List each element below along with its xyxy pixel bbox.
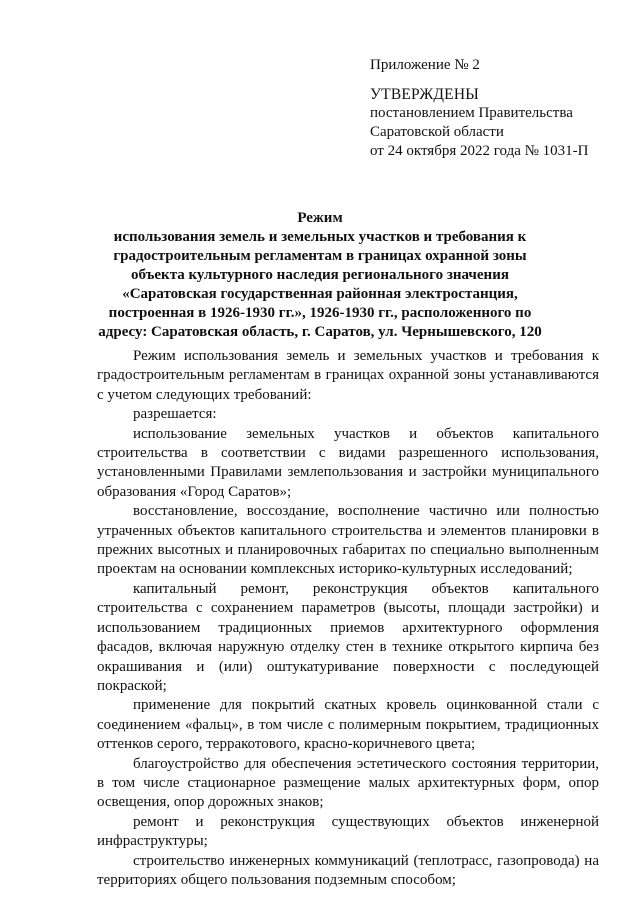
document-title xyxy=(90,209,550,342)
approval-line-1: постановлением Правительства xyxy=(370,105,573,121)
paragraph: ремонт и реконструкция существующих объектов инженерной инфраструктуры; xyxy=(97,813,599,850)
paragraph: восстановление, воссоздание, восполнение частично или полностью утраченных объектов капитального строительства и элементов планировки в прежних высотных и планировочных габаритах по специально выполненным проектам на основании комплексных историко-культурных исследований; xyxy=(97,503,599,578)
approval-line-2: Саратовской области xyxy=(370,124,504,140)
paragraph: использование земельных участков и объектов капитального строительства в соответствии с видами разрешенного использования, установленными Правилами землепользования и застройки муниципального образования «Город Саратов»; xyxy=(97,425,599,500)
paragraph: разрешается: xyxy=(133,406,217,423)
title-text: использования земель и земельных участков и требования к градостроительным регламентам в границах охранной зоны объекта культурного наследия регионального значения «Саратовская государственная районная электростанция, построенная в 1926-1930 гг.», 1926-1930 гг., расположенного по адресу: Саратовская область, г. Саратов, ул. Чернышевского, 120 xyxy=(98,229,542,340)
title-heading: Режим xyxy=(297,210,343,226)
paragraph: строительство инженерных коммуникаций (теплотрасс, газопровода) на территориях общего пользования подземным способом; xyxy=(97,852,599,888)
paragraph: капитальный ремонт, реконструкция объектов капитального строительства с сохранением параметров (высоты, площади застройки) и использованием традиционных приемов архитектурного оформления фасадов, включая наружную отделку стен в технике открытого кирпича без окрашивания и (или) оштукатуривание поверхности с последующей покраской; xyxy=(97,580,599,694)
document-body xyxy=(97,347,599,890)
annex-number: Приложение № 2 xyxy=(370,57,480,73)
paragraph: Режим использования земель и земельных участков и требования к градостроительным регламентам в границах охранной зоны устанавливаются с учетом следующих требований: xyxy=(97,348,599,403)
approval-line-3: от 24 октября 2022 года № 1031-П xyxy=(370,143,589,159)
paragraph: благоустройство для обеспечения эстетического состояния территории, в том числе стационарное размещение малых архитектурных форм, опор освещения, опор дорожных знаков; xyxy=(97,755,599,811)
approved-label: УТВЕРЖДЕНЫ xyxy=(370,86,479,103)
paragraph: применение для покрытий скатных кровель оцинкованной стали с соединением «фальц», в том числе с полимерным покрытием, традиционных оттенков серого, терракотового, красно-коричневого цвета; xyxy=(97,697,599,753)
approval-block xyxy=(370,56,620,161)
